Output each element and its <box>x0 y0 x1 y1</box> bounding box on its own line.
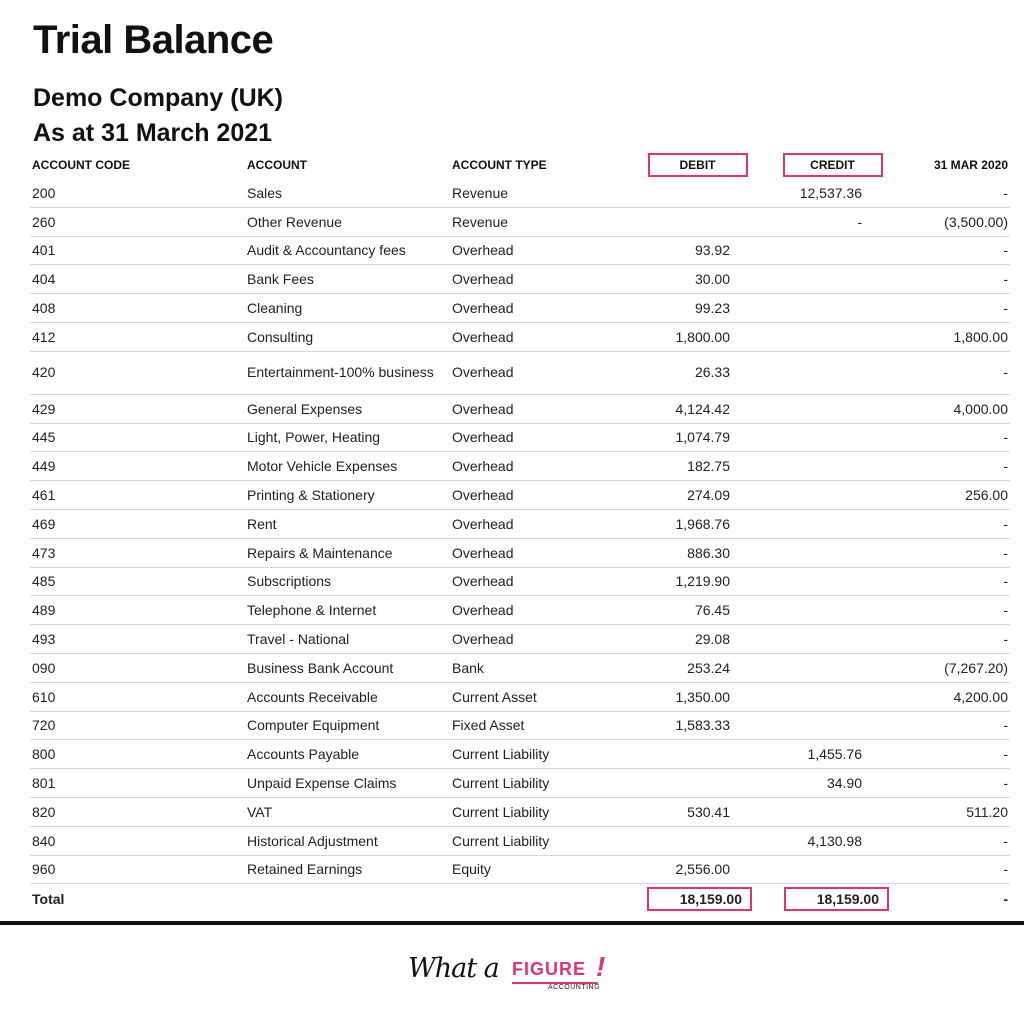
logo-subtext: ACCOUNTING <box>548 984 601 991</box>
cell-debit: 886.30 <box>625 538 770 567</box>
cell-account-code: 720 <box>30 711 245 740</box>
cell-account: Audit & Accountancy fees <box>245 236 450 265</box>
cell-debit: 99.23 <box>625 294 770 323</box>
table-row <box>30 740 1010 769</box>
cell-credit <box>770 538 895 567</box>
cell-credit <box>770 236 895 265</box>
cell-debit <box>625 826 770 855</box>
table-header-row <box>30 151 1010 179</box>
logo-script-text: What a <box>408 953 499 984</box>
cell-account-type: Overhead <box>450 351 625 394</box>
cell-account-type: Bank <box>450 653 625 682</box>
cell-credit: 4,130.98 <box>770 826 895 855</box>
total-spacer-type <box>450 884 625 915</box>
cell-account: Printing & Stationery <box>245 481 450 510</box>
cell-account-type: Equity <box>450 855 625 884</box>
cell-debit <box>625 740 770 769</box>
table-row <box>30 653 1010 682</box>
table-row <box>30 452 1010 481</box>
table-row <box>30 855 1010 884</box>
cell-prior-period: - <box>895 452 1010 481</box>
table-row <box>30 826 1010 855</box>
cell-prior-period: - <box>895 596 1010 625</box>
cell-credit <box>770 423 895 452</box>
cell-prior-period: - <box>895 740 1010 769</box>
cell-credit <box>770 351 895 394</box>
cell-prior-period: - <box>895 294 1010 323</box>
cell-account-code: 960 <box>30 855 245 884</box>
cell-account-type: Overhead <box>450 322 625 351</box>
cell-prior-period: 1,800.00 <box>895 322 1010 351</box>
cell-prior-period: - <box>895 567 1010 596</box>
cell-account-code: 401 <box>30 236 245 265</box>
cell-prior-period: (7,267.20) <box>895 653 1010 682</box>
total-label: Total <box>32 891 65 908</box>
total-row <box>30 884 1010 915</box>
cell-debit: 29.08 <box>625 625 770 654</box>
cell-credit: - <box>770 207 895 236</box>
cell-account-code: 820 <box>30 797 245 826</box>
footer-divider <box>0 921 1024 925</box>
cell-prior-period: 256.00 <box>895 481 1010 510</box>
cell-account: Bank Fees <box>245 265 450 294</box>
cell-account: VAT <box>245 797 450 826</box>
cell-debit: 1,219.90 <box>625 567 770 596</box>
cell-account: Computer Equipment <box>245 711 450 740</box>
table-row <box>30 265 1010 294</box>
cell-debit: 1,968.76 <box>625 509 770 538</box>
cell-account-code: 090 <box>30 653 245 682</box>
cell-account-type: Overhead <box>450 538 625 567</box>
cell-account-code: 429 <box>30 394 245 423</box>
cell-credit <box>770 481 895 510</box>
cell-debit: 1,074.79 <box>625 423 770 452</box>
cell-account-type: Overhead <box>450 596 625 625</box>
cell-debit <box>625 179 770 207</box>
credit-highlight-box: CREDIT <box>783 153 883 177</box>
cell-prior-period: - <box>895 265 1010 294</box>
cell-debit <box>625 769 770 798</box>
cell-credit <box>770 682 895 711</box>
table-row <box>30 625 1010 654</box>
cell-account-code: 493 <box>30 625 245 654</box>
cell-account-type: Overhead <box>450 236 625 265</box>
cell-account-type: Current Liability <box>450 769 625 798</box>
report-title: Trial Balance <box>33 18 274 62</box>
total-debit-cell <box>625 884 770 915</box>
cell-account: Repairs & Maintenance <box>245 538 450 567</box>
cell-prior-period: - <box>895 509 1010 538</box>
cell-account-code: 610 <box>30 682 245 711</box>
col-header-account-code: ACCOUNT CODE <box>32 158 130 172</box>
cell-account-code: 840 <box>30 826 245 855</box>
table-row <box>30 567 1010 596</box>
cell-prior-period: - <box>895 769 1010 798</box>
cell-prior-period: - <box>895 855 1010 884</box>
cell-credit <box>770 596 895 625</box>
table-row <box>30 322 1010 351</box>
cell-prior-period: - <box>895 179 1010 207</box>
logo-figure-text: FIGURE <box>512 959 587 979</box>
table-row <box>30 538 1010 567</box>
table-row <box>30 294 1010 323</box>
cell-account: Motor Vehicle Expenses <box>245 452 450 481</box>
cell-account-type: Fixed Asset <box>450 711 625 740</box>
table-row <box>30 423 1010 452</box>
cell-prior-period: 511.20 <box>895 797 1010 826</box>
cell-credit <box>770 294 895 323</box>
table-row <box>30 797 1010 826</box>
table-row <box>30 769 1010 798</box>
cell-debit: 274.09 <box>625 481 770 510</box>
cell-account: Unpaid Expense Claims <box>245 769 450 798</box>
cell-account: Consulting <box>245 322 450 351</box>
cell-debit: 93.92 <box>625 236 770 265</box>
cell-account-type: Overhead <box>450 452 625 481</box>
table-row <box>30 682 1010 711</box>
cell-debit: 76.45 <box>625 596 770 625</box>
cell-account: Other Revenue <box>245 207 450 236</box>
logo-exclamation: ! <box>596 951 606 982</box>
cell-debit: 253.24 <box>625 653 770 682</box>
cell-account-type: Current Liability <box>450 740 625 769</box>
cell-debit: 530.41 <box>625 797 770 826</box>
cell-prior-period: - <box>895 538 1010 567</box>
cell-account: Subscriptions <box>245 567 450 596</box>
cell-account-code: 485 <box>30 567 245 596</box>
cell-account-code: 461 <box>30 481 245 510</box>
table-row <box>30 509 1010 538</box>
cell-debit: 182.75 <box>625 452 770 481</box>
cell-account-type: Revenue <box>450 207 625 236</box>
cell-account-code: 200 <box>30 179 245 207</box>
cell-account-code: 260 <box>30 207 245 236</box>
cell-account-code: 412 <box>30 322 245 351</box>
cell-credit: 34.90 <box>770 769 895 798</box>
cell-credit <box>770 567 895 596</box>
table-row <box>30 394 1010 423</box>
cell-account-type: Overhead <box>450 394 625 423</box>
cell-account-code: 801 <box>30 769 245 798</box>
total-credit-box: 18,159.00 <box>784 887 889 911</box>
cell-debit: 1,800.00 <box>625 322 770 351</box>
cell-account-type: Current Liability <box>450 826 625 855</box>
cell-account-code: 469 <box>30 509 245 538</box>
cell-account-code: 420 <box>30 351 245 394</box>
cell-account-code: 489 <box>30 596 245 625</box>
table-row <box>30 596 1010 625</box>
table-row <box>30 481 1010 510</box>
cell-account-type: Overhead <box>450 625 625 654</box>
report-date: As at 31 March 2021 <box>33 119 273 147</box>
cell-account: Accounts Payable <box>245 740 450 769</box>
cell-debit: 30.00 <box>625 265 770 294</box>
cell-prior-period: 4,200.00 <box>895 682 1010 711</box>
cell-account-type: Current Liability <box>450 797 625 826</box>
cell-account-type: Overhead <box>450 265 625 294</box>
cell-account-code: 473 <box>30 538 245 567</box>
cell-account: General Expenses <box>245 394 450 423</box>
cell-credit <box>770 265 895 294</box>
company-name: Demo Company (UK) <box>33 84 284 112</box>
total-prior-period: - <box>1003 891 1008 908</box>
cell-account: Rent <box>245 509 450 538</box>
cell-credit <box>770 394 895 423</box>
cell-account-type: Overhead <box>450 567 625 596</box>
cell-prior-period: - <box>895 236 1010 265</box>
table-body <box>30 179 1010 884</box>
cell-account: Entertainment-100% business <box>245 351 450 394</box>
total-debit-box: 18,159.00 <box>647 887 752 911</box>
cell-debit: 1,350.00 <box>625 682 770 711</box>
cell-account: Travel - National <box>245 625 450 654</box>
cell-prior-period: 4,000.00 <box>895 394 1010 423</box>
cell-account-code: 404 <box>30 265 245 294</box>
company-logo <box>408 951 618 997</box>
table-row <box>30 236 1010 265</box>
cell-prior-period: (3,500.00) <box>895 207 1010 236</box>
cell-account: Historical Adjustment <box>245 826 450 855</box>
cell-account-code: 408 <box>30 294 245 323</box>
cell-credit <box>770 322 895 351</box>
cell-credit <box>770 797 895 826</box>
col-header-prior-period: 31 MAR 2020 <box>933 158 1008 172</box>
cell-credit <box>770 711 895 740</box>
cell-account: Accounts Receivable <box>245 682 450 711</box>
col-header-account: ACCOUNT <box>247 158 307 172</box>
cell-prior-period: - <box>895 423 1010 452</box>
cell-account: Retained Earnings <box>245 855 450 884</box>
cell-account-code: 445 <box>30 423 245 452</box>
debit-highlight-box: DEBIT <box>648 153 748 177</box>
cell-credit: 12,537.36 <box>770 179 895 207</box>
cell-credit <box>770 625 895 654</box>
table-row <box>30 179 1010 207</box>
col-header-debit <box>625 151 770 179</box>
cell-prior-period: - <box>895 625 1010 654</box>
cell-debit: 1,583.33 <box>625 711 770 740</box>
cell-account-code: 800 <box>30 740 245 769</box>
cell-debit: 26.33 <box>625 351 770 394</box>
cell-account: Light, Power, Heating <box>245 423 450 452</box>
cell-credit <box>770 855 895 884</box>
table-row <box>30 351 1010 394</box>
total-credit-cell <box>770 884 895 915</box>
cell-account-type: Current Asset <box>450 682 625 711</box>
trial-balance-table <box>30 151 1010 914</box>
cell-debit <box>625 207 770 236</box>
col-header-account-type: ACCOUNT TYPE <box>452 158 547 172</box>
table-row <box>30 207 1010 236</box>
cell-account-type: Revenue <box>450 179 625 207</box>
cell-account-type: Overhead <box>450 294 625 323</box>
cell-account-type: Overhead <box>450 423 625 452</box>
cell-account-type: Overhead <box>450 509 625 538</box>
total-spacer-account <box>245 884 450 915</box>
cell-debit: 2,556.00 <box>625 855 770 884</box>
cell-account: Sales <box>245 179 450 207</box>
cell-credit <box>770 653 895 682</box>
cell-account: Business Bank Account <box>245 653 450 682</box>
cell-account: Telephone & Internet <box>245 596 450 625</box>
cell-credit: 1,455.76 <box>770 740 895 769</box>
cell-prior-period: - <box>895 351 1010 394</box>
cell-debit: 4,124.42 <box>625 394 770 423</box>
cell-prior-period: - <box>895 826 1010 855</box>
table-row <box>30 711 1010 740</box>
cell-credit <box>770 509 895 538</box>
cell-prior-period: - <box>895 711 1010 740</box>
cell-account-type: Overhead <box>450 481 625 510</box>
cell-account: Cleaning <box>245 294 450 323</box>
cell-account-code: 449 <box>30 452 245 481</box>
cell-credit <box>770 452 895 481</box>
col-header-credit <box>770 151 895 179</box>
